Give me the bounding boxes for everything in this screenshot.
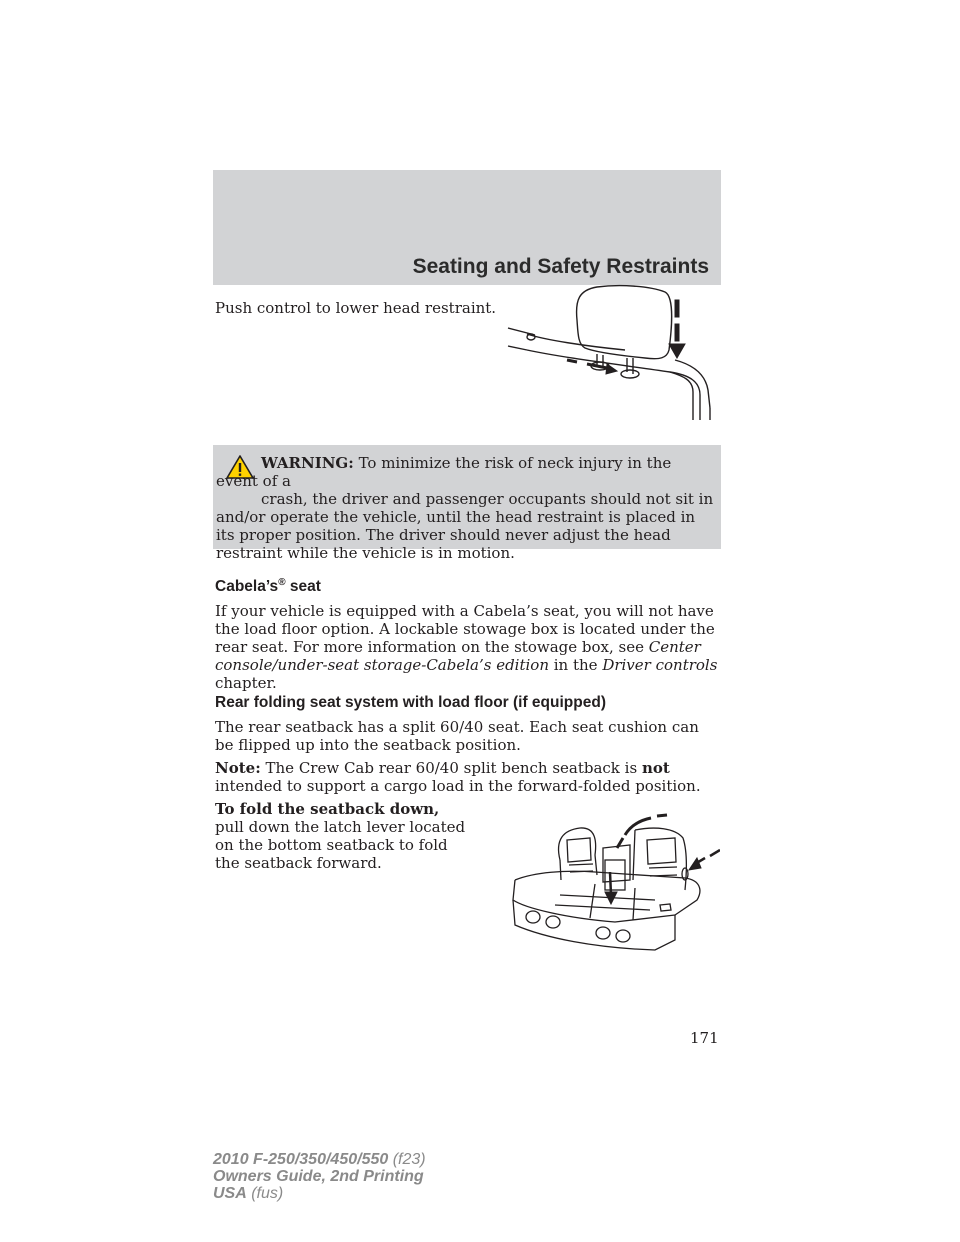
fold-seatback-text: pull down the latch lever located on the bottom seatback to fold the seatback forward. <box>215 818 466 872</box>
fold-seatback-label: To fold the seatback down, <box>215 800 440 818</box>
note-text-b: intended to support a cargo load in the forward-folded position. <box>215 777 701 795</box>
footer-guide: Owners Guide, 2nd Printing <box>213 1168 424 1185</box>
rear-seatback-paragraph: The rear seatback has a split 60/40 seat. Each seat cushion can be flipped up into the seatback position. <box>215 718 699 754</box>
cabelas-heading-name: Cabela’s <box>215 578 279 596</box>
chapter-title: Seating and Safety Restraints <box>412 255 709 278</box>
rear-folding-heading: Rear folding seat system with load floor (if equipped) <box>215 694 606 711</box>
chapter-header-band <box>213 170 721 285</box>
cabelas-middle: in the <box>548 656 603 674</box>
footer-model: 2010 F-250/350/450/550 <box>213 1151 389 1168</box>
footer-imprint <box>213 1151 426 1202</box>
fold-seatback-paragraph <box>215 800 470 872</box>
note-emphasis-not: not <box>641 759 670 777</box>
center-console-reference: Center console/under-seat storage-Cabela’s edition <box>215 638 701 674</box>
warning-line-2: crash, the driver and passenger occupants should not sit in <box>261 490 714 508</box>
page-number: 171 <box>690 1029 719 1047</box>
head-restraint-illustration <box>505 280 720 420</box>
driver-controls-reference: Driver controls <box>602 656 718 674</box>
rear-seat-illustration <box>505 800 720 960</box>
footer-market-code: (fus) <box>246 1185 284 1202</box>
warning-text <box>216 454 716 562</box>
cabelas-heading-suffix: seat <box>285 578 321 596</box>
cabelas-body: If your vehicle is equipped with a Cabela’s seat, you will not have the load floor option. A lockable stowage box is located under the rear seat. For more information on the stowage box, see <box>215 602 715 656</box>
note-paragraph <box>215 759 720 795</box>
warning-line-rest: and/or operate the vehicle, until the head restraint is placed in its proper position. The driver should never adjust the head restraint while the vehicle is in motion. <box>216 508 696 562</box>
note-label: Note: <box>215 759 261 777</box>
footer-model-code: (f23) <box>388 1151 426 1168</box>
cabelas-seat-paragraph <box>215 602 720 692</box>
cabelas-seat-heading <box>215 577 321 596</box>
warning-label: WARNING: <box>261 454 354 472</box>
note-text-a: The Crew Cab rear 60/40 split bench seatback is <box>260 759 642 777</box>
footer-market: USA <box>213 1185 247 1202</box>
warning-line-1: To minimize the risk of neck injury in the event of a <box>216 454 672 490</box>
warning-box <box>213 445 721 562</box>
head-restraint-instruction: Push control to lower head restraint. <box>215 299 497 317</box>
cabelas-end: chapter. <box>215 674 277 692</box>
registered-mark: ® <box>278 577 286 588</box>
